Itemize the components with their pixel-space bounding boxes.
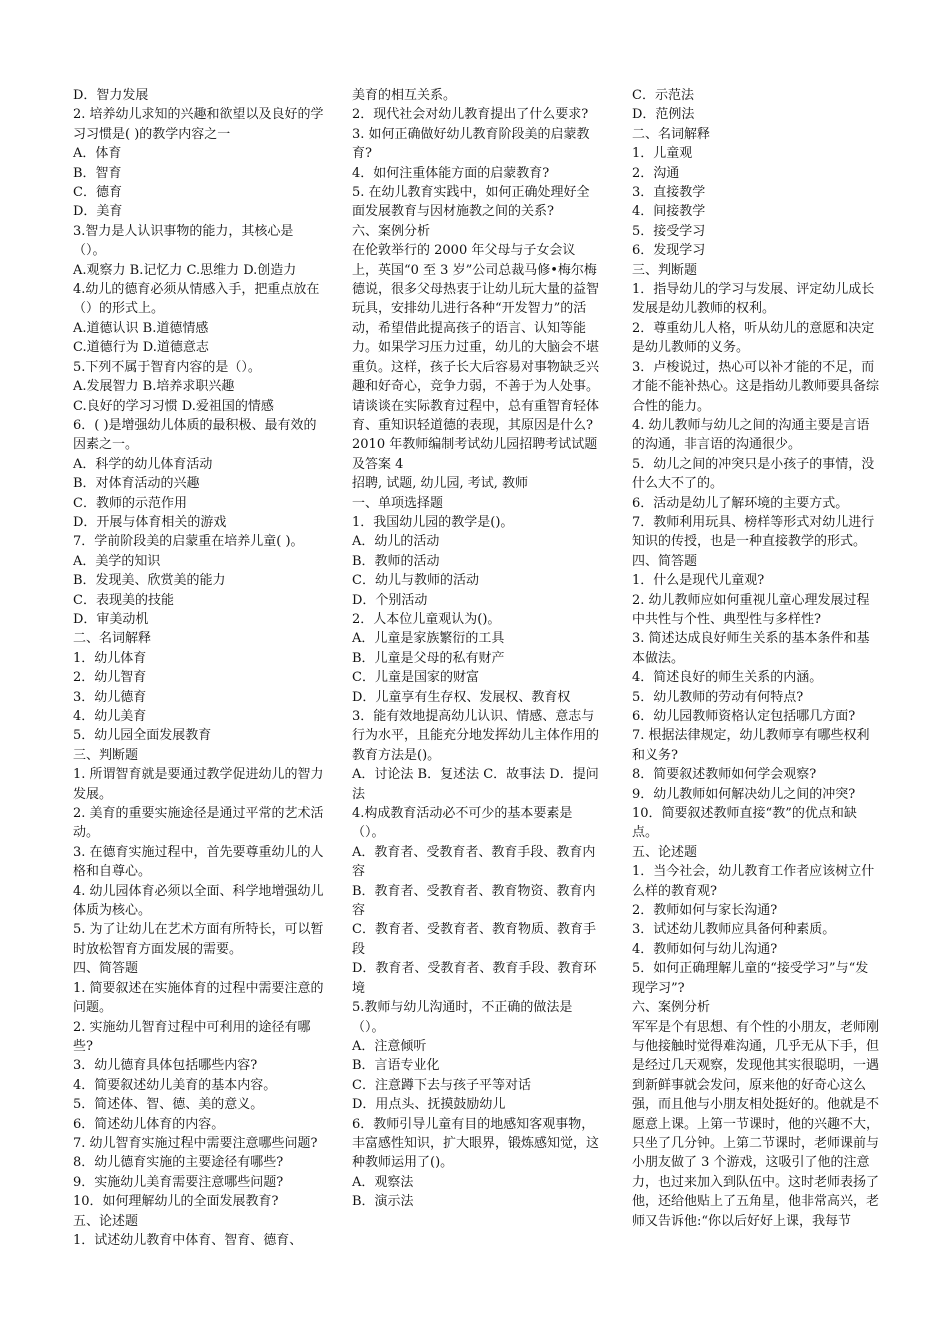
- text-line: B．发现美、欣赏美的能力: [73, 573, 226, 589]
- text-line: B．儿童是父母的私有财产: [352, 650, 505, 666]
- text-line: C．幼儿与教师的活动: [352, 573, 479, 589]
- text-line: D．教育者、受教育者、教育手段、教育环境: [352, 961, 597, 996]
- text-line: 二、名词解释: [73, 631, 152, 647]
- text-line: 五、论述题: [73, 1213, 139, 1229]
- text-line: C.道德行为 D.道德意志: [73, 340, 209, 356]
- text-line: 4．幼儿美育: [73, 709, 147, 724]
- text-line: C．德育: [73, 185, 122, 201]
- text-line: 7. 幼儿智育实施过程中需要注意哪些问题?: [73, 1135, 318, 1151]
- text-line: C．表现美的技能: [73, 592, 174, 608]
- text-line: 1. 所谓智育就是要通过教学促进幼儿的智力发展。: [73, 767, 324, 802]
- text-line: 6．发现学习: [632, 243, 706, 259]
- text-line: 3.智力是人认识事物的能力，其核心是（）。: [73, 223, 294, 259]
- text-line: 2. 实施幼儿智育过程中可利用的途径有哪些?: [73, 1019, 311, 1054]
- text-line: 1. 简要叙述在实施体育的过程中需要注意的问题。: [73, 980, 324, 1016]
- text-line: C．教育者、受教育者、教育物质、教育手段: [352, 922, 596, 957]
- text-column-left: [73, 86, 325, 1250]
- text-line: 6．活动是幼儿了解环境的主要方式。: [632, 495, 849, 511]
- text-line: 3．幼儿德育具体包括哪些内容?: [73, 1058, 258, 1074]
- text-line: D．范例法: [632, 107, 695, 123]
- text-line: 2. 幼儿教师应如何重视儿童心理发展过程中共性与个性、典型性与多样性?: [632, 592, 870, 627]
- text-line: C．示范法: [632, 88, 694, 103]
- text-line: 3. 简述达成良好师生关系的基本条件和基本做法。: [632, 631, 870, 666]
- text-line: 3．能有效地提高幼儿认识、情感、意志与行为水平，且能充分地发挥幼儿主体作用的教育方法是()。: [352, 709, 600, 763]
- text-line: 六、案例分析: [352, 223, 431, 239]
- text-line: 二、名词解释: [632, 126, 711, 142]
- text-line: A．科学的幼儿体育活动: [73, 456, 213, 472]
- text-line: A．观察法: [352, 1174, 414, 1190]
- text-line: 2．现代社会对幼儿教育提出了什么要求?: [352, 107, 589, 123]
- text-line: 5．幼儿之间的冲突只是小孩子的事情，没什么大不了的。: [632, 456, 875, 492]
- text-line: 10．简要叙述教师直接“教”的优点和缺点。: [632, 806, 857, 841]
- text-line: 4.幼儿的德育必须从情感入手，把重点放在（）的形式上。: [73, 282, 320, 317]
- text-line: D．用点头、抚摸鼓励幼儿: [352, 1097, 506, 1113]
- text-line: 5．幼儿教师的劳动有何特点?: [632, 689, 804, 705]
- text-line: A.观察力 B.记忆力 C.思维力 D.创造力: [73, 262, 297, 278]
- text-line: 1．当今社会，幼儿教育工作者应该树立什么样的教育观?: [632, 864, 875, 899]
- text-line: 1．指导幼儿的学习与发展、评定幼儿成长发展是幼儿教师的权利。: [632, 282, 875, 317]
- text-line: 5．幼儿园全面发展教育: [73, 728, 212, 744]
- text-line: 6．( )是增强幼儿体质的最积极、最有效的因素之一。: [73, 417, 317, 453]
- text-line: D．儿童享有生存权、发展权、教育权: [352, 689, 571, 705]
- text-line: B．演示法: [352, 1194, 414, 1210]
- text-line: 2．沟通: [632, 165, 680, 181]
- text-line: C.良好的学习习惯 D.爱祖国的情感: [73, 398, 274, 414]
- text-line: 2．尊重幼儿人格，听从幼儿的意愿和决定是幼儿教师的义务。: [632, 320, 875, 356]
- text-line: 4. 幼儿教师与幼儿之间的沟通主要是言语的沟通，非言语的沟通很少。: [632, 417, 870, 453]
- text-line: A.道德认识 B.道德情感: [73, 320, 209, 336]
- text-line: 请谈谈在实际教育过程中，总有重智育轻体育、重知识轻道德的表现，其原因是什么?: [352, 398, 600, 433]
- text-line: 7．教师利用玩具、榜样等形式对幼儿进行知识的传授，也是一种直接教学的形式。: [632, 514, 875, 550]
- text-line: A．注意倾听: [352, 1038, 427, 1054]
- text-line: 4．简要叙述幼儿美育的基本内容。: [73, 1077, 277, 1093]
- text-line: 3. 在德育实施过程中，首先要尊重幼儿的人格和自尊心。: [73, 844, 324, 880]
- text-line: 在伦敦举行的 2000 年父母与子女会议上，英国“0 至 3 岁”公司总裁马修•梅尔梅德说，很多父母热衷于让幼儿玩大量的益智玩具，安排幼儿进行各种“开发智力”的活动，希望借此提高孩子的语言、认知等能力。如果学习压力过重，幼儿的大脑会不堪重负。这样，孩子长大后容易对事物缺乏兴趣和好奇心，竞争力弱，不善于为人处事。: [352, 243, 600, 395]
- text-line: 五、论述题: [632, 844, 698, 860]
- text-line: 2. 美育的重要实施途径是通过平常的艺术活动。: [73, 806, 324, 841]
- text-line: A．美学的知识: [73, 553, 161, 569]
- text-line: 6．幼儿园教师资格认定包括哪几方面?: [632, 709, 856, 724]
- text-line: 2．幼儿智育: [73, 670, 147, 686]
- text-line: 2．教师如何与家长沟通?: [632, 903, 778, 919]
- text-line: 2010 年教师编制考试幼儿园招聘考试试题及答案 4: [352, 437, 598, 472]
- text-line: A．儿童是家族繁衍的工具: [352, 631, 505, 647]
- text-line: D．个别活动: [352, 592, 428, 608]
- text-line: A．幼儿的活动: [352, 534, 440, 550]
- text-column-middle: [352, 86, 600, 1212]
- text-line: 9．实施幼儿美育需要注意哪些问题?: [73, 1174, 284, 1190]
- text-line: 1．儿童观: [632, 146, 693, 162]
- text-line: D．审美动机: [73, 611, 149, 627]
- text-line: 四、简答题: [632, 553, 698, 569]
- text-line: 7．学前阶段美的启蒙重在培养儿童( )。: [73, 534, 304, 550]
- text-line: 5. 为了让幼儿在艺术方面有所特长，可以暂时放松智育方面发展的需要。: [73, 922, 324, 957]
- text-column-right: [632, 86, 880, 1231]
- text-line: D．开展与体育相关的游戏: [73, 514, 227, 530]
- text-line: 10．如何理解幼儿的全面发展教育?: [73, 1194, 279, 1210]
- text-line: 4.构成教育活动必不可少的基本要素是（）。: [352, 806, 573, 841]
- text-line: D．美育: [73, 204, 123, 220]
- text-line: B．教师的活动: [352, 553, 440, 569]
- text-line: A．体育: [73, 146, 122, 162]
- text-line: B．言语专业化: [352, 1058, 440, 1074]
- text-line: 四、简答题: [73, 961, 139, 977]
- text-line: 5．如何正确理解儿童的“接受学习”与“发现学习”?: [632, 961, 869, 996]
- text-line: 三、判断题: [632, 262, 698, 278]
- text-line: B．教育者、受教育者、教育物资、教育内容: [352, 883, 596, 919]
- text-line: A．讨论法 B．复述法 C．故事法 D．提问法: [352, 767, 599, 802]
- text-line: C．注意蹲下去与孩子平等对话: [352, 1077, 531, 1093]
- text-line: 5.教师与幼儿沟通时，不正确的做法是（）。: [352, 1000, 573, 1035]
- text-line: 1．什么是现代儿童观?: [632, 573, 765, 589]
- text-line: 7. 根据法律规定，幼儿教师享有哪些权利和义务?: [632, 728, 870, 763]
- text-line: C．教师的示范作用: [73, 495, 187, 511]
- text-line: 1．我国幼儿园的教学是()。: [352, 514, 514, 530]
- text-line: 6．简述幼儿体育的内容。: [73, 1116, 225, 1132]
- text-line: 5. 在幼儿教育实践中，如何正确处理好全面发展教育与因材施教之间的关系?: [352, 185, 590, 220]
- text-line: 3．直接教学: [632, 185, 706, 201]
- text-line: A．教育者、受教育者、教育手段、教育内容: [352, 844, 596, 880]
- text-line: 4．间接教学: [632, 204, 706, 220]
- text-line: 9．幼儿教师如何解决幼儿之间的冲突?: [632, 786, 856, 802]
- text-line: 5．接受学习: [632, 223, 706, 239]
- text-line: 2．人本位儿童观认为()。: [352, 611, 501, 627]
- text-line: D．智力发展: [73, 88, 149, 103]
- text-line: 三、判断题: [73, 747, 139, 763]
- text-line: 3．幼儿德育: [73, 689, 147, 705]
- text-line: 3. 如何正确做好幼儿教育阶段美的启蒙教育?: [352, 126, 590, 162]
- text-line: B．智育: [73, 165, 122, 181]
- text-line: 招聘, 试题, 幼儿园, 考试, 教师: [352, 476, 529, 492]
- text-line: 8．幼儿德育实施的主要途径有哪些?: [73, 1155, 284, 1171]
- text-line: 4．简述良好的师生关系的内涵。: [632, 670, 823, 686]
- text-line: 军军是个有思想、有个性的小朋友，老师刚与他接触时觉得难沟通，几乎无从下手，但是经过几天观察，发现他其实很聪明，一遇到新鲜事就会发问，原来他的好奇心这么强，而且他与小朋友相处挺好的。他就是不愿意上课。上第一节课时，他的兴趣不大，只坐了几分钟。上第二节课时，老师课前与小朋友做了 3 个游戏，这吸引了他的注意力，也过来加入到队伍中。这时老师表扬了他，还给他贴上了五角星，他非常高兴，老师又告诉他:“你以后好好上课，我每节: [632, 1019, 880, 1229]
- text-line: 一、单项选择题: [352, 495, 444, 511]
- text-line: 4．如何注重体能方面的启蒙教育?: [352, 165, 550, 181]
- text-line: 8．简要叙述教师如何学会观察?: [632, 767, 817, 783]
- text-line: 2. 培养幼儿求知的兴趣和欲望以及良好的学习习惯是( )的教学内容之一: [73, 107, 324, 142]
- text-line: 4. 幼儿园体育必须以全面、科学地增强幼儿体质为核心。: [73, 883, 324, 919]
- text-line: 4．教师如何与幼儿沟通?: [632, 941, 778, 957]
- text-line: 3．卢梭说过，热心可以补才能的不足，而才能不能补热心。这是指幼儿教师要具备综合性的能力。: [632, 359, 880, 414]
- text-line: 5.下列不属于智育内容的是（）。: [73, 359, 261, 375]
- text-line: 6．教师引导儿童有目的地感知客观事物，丰富感性知识，扩大眼界，锻炼感知觉，这种教师运用了()。: [352, 1116, 600, 1171]
- text-line: B．对体育活动的兴趣: [73, 476, 200, 492]
- text-line: 美育的相互关系。: [352, 88, 457, 103]
- text-line: C．儿童是国家的财富: [352, 670, 479, 686]
- text-line: 5．简述体、智、德、美的意义。: [73, 1097, 264, 1113]
- text-line: 六、案例分析: [632, 1000, 711, 1016]
- text-line: 1．幼儿体育: [73, 650, 147, 666]
- text-line: A.发展智力 B.培养求职兴趣: [73, 379, 235, 395]
- text-line: 1．试述幼儿教育中体育、智育、德育、: [73, 1232, 303, 1248]
- text-line: 3．试述幼儿教师应具备何种素质。: [632, 922, 836, 938]
